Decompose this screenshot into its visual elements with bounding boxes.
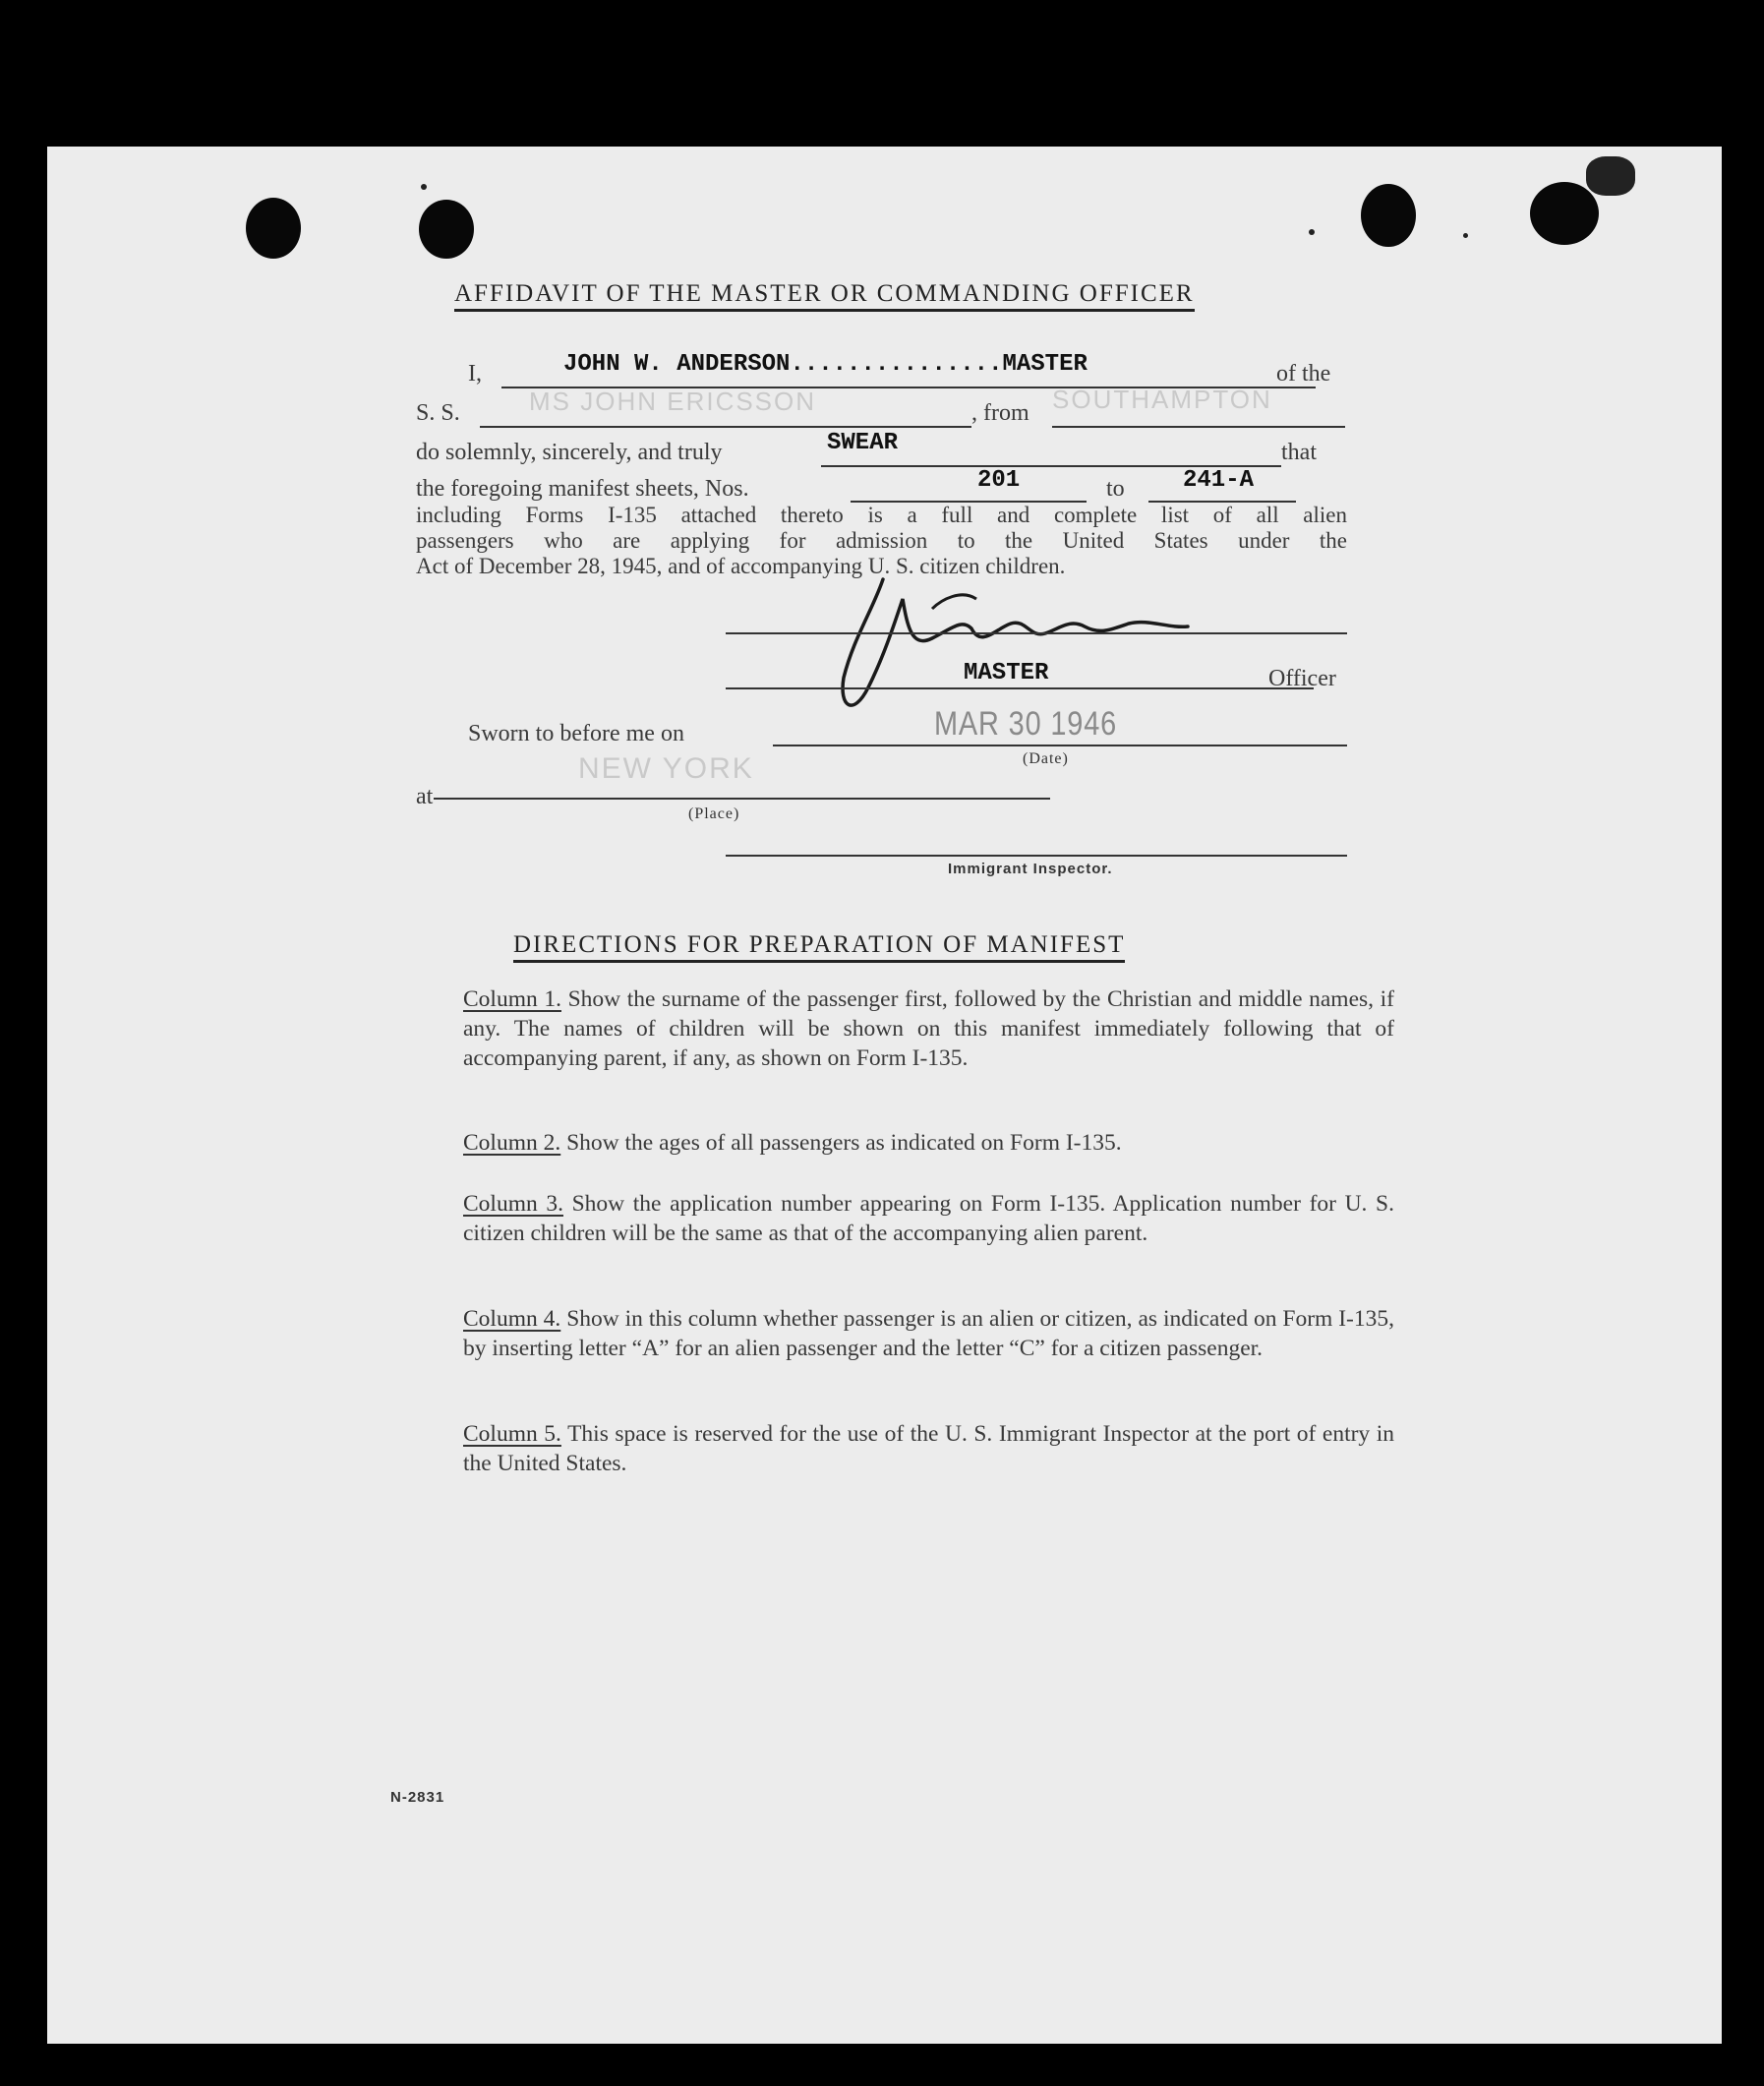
direction-item: [463, 1189, 1394, 1248]
column-text: Show the surname of the passenger first, followed by the Christian and middle names, if any. The names of children will be shown on this manifest immediately following that of accompanying parent, if any, as shown on Form I-135.: [463, 986, 1394, 1071]
line3-prefix: do solemnly, sincerely, and truly: [416, 440, 723, 465]
column-text: Show the application number appearing on Form I-135. Application number for U. S. citizen children will be the same as that of the accompanying alien parent.: [463, 1191, 1395, 1246]
line4-prefix: the foregoing manifest sheets, Nos.: [416, 476, 749, 502]
ship-name: MS JOHN ERICSSON: [529, 387, 817, 416]
sheet-number-to: 241-A: [1183, 467, 1255, 494]
officer-label: Officer: [1268, 666, 1336, 691]
punch-hole: [419, 200, 474, 259]
sworn-label: Sworn to before me on: [468, 721, 684, 746]
speck: [1586, 156, 1635, 196]
column-text: This space is reserved for the use of the U. S. Immigrant Inspector at the port of entry in the United States.: [463, 1421, 1395, 1476]
affidavit-text-line-1: including Forms I-135 attached thereto is a full and complete list of all alien: [416, 503, 1347, 527]
place-caption: (Place): [688, 805, 740, 822]
line2-rule: [480, 426, 971, 428]
directions-title: [513, 931, 1125, 959]
date-caption: (Date): [1023, 750, 1069, 767]
line3-suffix: that: [1281, 440, 1317, 465]
departure-port: SOUTHAMPTON: [1052, 385, 1272, 414]
speck: [1463, 233, 1468, 238]
from-label: , from: [971, 400, 1029, 426]
column-label: Column 1.: [463, 986, 561, 1012]
affidavit-title-text: AFFIDAVIT OF THE MASTER OR COMMANDING OFFICER: [454, 280, 1195, 312]
line4-to-label: to: [1106, 476, 1125, 502]
sworn-date-stamp: MAR 30 1946: [934, 705, 1118, 743]
direction-item: [463, 1419, 1394, 1478]
sworn-date-rule: [773, 745, 1347, 746]
direction-item: [463, 984, 1394, 1073]
affidavit-text-line-3: Act of December 28, 1945, and of accompanying U. S. citizen children.: [416, 554, 1066, 578]
affidavit-text-line-2: passengers who are applying for admission to the United States under the: [416, 528, 1347, 553]
column-label: Column 2.: [463, 1130, 561, 1156]
form-number: N-2831: [390, 1789, 445, 1806]
at-label: at: [416, 784, 434, 809]
column-label: Column 3.: [463, 1191, 563, 1217]
column-text: Show in this column whether passenger is an alien or citizen, as indicated on Form I-135, by inserting letter “A” for an alien passenger and the letter “C” for a citizen passenger.: [463, 1306, 1395, 1361]
signature-rule: [726, 632, 1347, 634]
place-rule: [434, 798, 1050, 800]
inspector-signature-rule: [726, 855, 1347, 857]
column-label: Column 5.: [463, 1421, 561, 1447]
speck: [421, 184, 427, 190]
master-name: JOHN W. ANDERSON...............MASTER: [563, 351, 1088, 378]
directions-title-text: DIRECTIONS FOR PREPARATION OF MANIFEST: [513, 931, 1125, 963]
rank-rule: [726, 687, 1314, 689]
sheet-number-from: 201: [977, 467, 1021, 494]
line1-prefix: I,: [468, 361, 482, 387]
direction-item: [463, 1304, 1394, 1363]
inspector-caption: Immigrant Inspector.: [948, 861, 1113, 877]
place-name: NEW YORK: [578, 752, 754, 785]
direction-item: [463, 1128, 1394, 1158]
punch-hole: [246, 198, 301, 259]
oath-verb: SWEAR: [827, 430, 899, 456]
signer-rank: MASTER: [964, 660, 1049, 686]
line2-port-rule: [1052, 426, 1345, 428]
speck: [1309, 229, 1315, 235]
affidavit-title: [454, 280, 1195, 308]
punch-hole: [1361, 184, 1416, 247]
line2-prefix: S. S.: [416, 400, 460, 426]
column-label: Column 4.: [463, 1306, 561, 1332]
line1-suffix: of the: [1276, 361, 1331, 387]
column-text: Show the ages of all passengers as indicated on Form I-135.: [566, 1130, 1122, 1156]
punch-hole: [1530, 182, 1599, 245]
document-page: [47, 147, 1722, 2044]
